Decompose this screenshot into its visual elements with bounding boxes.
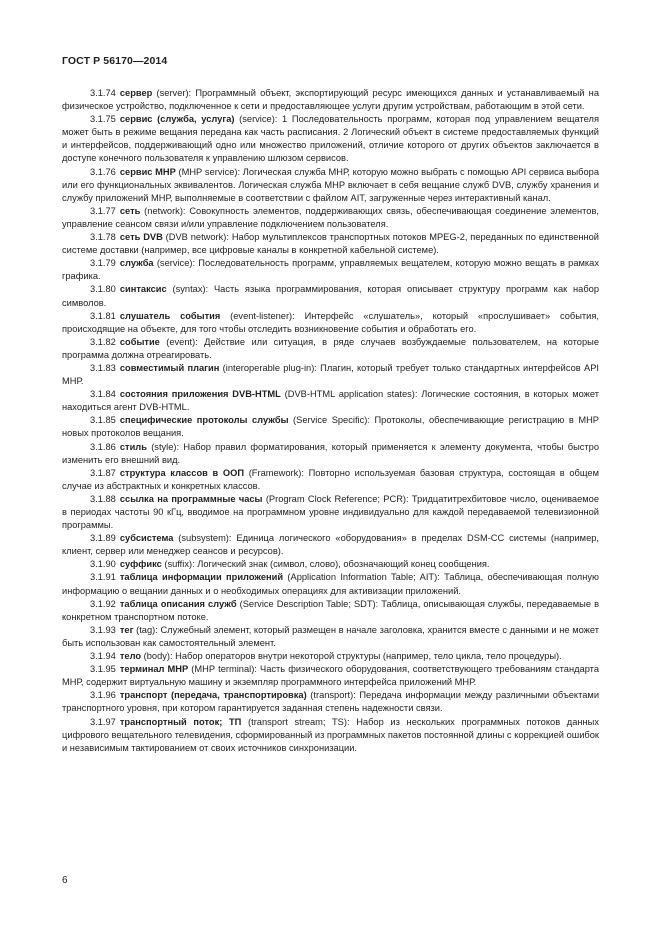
entry-number: 3.1.80 (90, 284, 116, 295)
entry-definition: (server): Программный объект, экспортирующий ресурс имеющихся данных и устанавливаемый на физическое устройство, подключенное к сети и предоставляющее услуги другим устройствам, работающим в этой сети. (62, 88, 599, 112)
entry-term: сервис (служба, услуга) (119, 114, 235, 125)
entry-term: тег (119, 624, 134, 635)
definition-entry (62, 388, 599, 414)
entry-definition: (Service Specific): Протоколы, обеспечивающие регистрацию в МНР новых протоколов вещания. (62, 415, 599, 439)
entry-number: 3.1.89 (90, 533, 116, 544)
definition-entry (62, 166, 599, 205)
definition-entry (62, 362, 599, 388)
definition-entry (62, 716, 599, 755)
entry-term: событие (119, 336, 160, 347)
entry-definition: (МНР terminal): Часть физического оборудования, соответствующего требованиям стандарта МНР, содержит виртуальную машину и экземпляр программного интерфейса приложений МНР. (62, 664, 599, 688)
entry-number: 3.1.77 (90, 205, 116, 216)
definition-entry (62, 336, 599, 362)
entry-number: 3.1.86 (90, 441, 116, 452)
entry-number: 3.1.84 (90, 389, 116, 400)
entry-number: 3.1.96 (90, 690, 116, 701)
entry-term: совместимый плагин (119, 362, 220, 373)
entry-number: 3.1.91 (90, 572, 116, 583)
entry-definition: (Application Information Table; AIT): Таблица, обеспечивающая полную информацию о вещании данных и о необходимых операциях для активизации приложений. (62, 572, 599, 596)
entry-definition: (transport): Передача информации между различными объектами транспортного уровня, при котором гарантируется заданная степень надежности связи. (62, 690, 600, 714)
definition-entry (62, 283, 599, 309)
definition-entry (62, 467, 599, 493)
entry-definition: (service): Последовательность программ, управляемых вещателем, которую можно вещать в рамках графика. (62, 258, 599, 282)
entry-term: тело (119, 651, 142, 662)
entry-number: 3.1.79 (90, 258, 116, 269)
definition-entry (62, 663, 599, 689)
definition-entry (62, 650, 599, 663)
entry-term: транспортный поток; ТП (119, 716, 242, 727)
entry-definition: (network): Совокупность элементов, поддерживающих связь, обеспечивающая соединение элементов, управление сеансом связи и/или управление подключением пользователя. (62, 205, 599, 229)
entry-term: состояния приложения DVB-HTML (119, 389, 281, 400)
entry-definition: (Framework): Повторно используемая базовая структура, состоящая в общем случае из абстрактных и конкретных классов. (62, 467, 599, 491)
entry-number: 3.1.87 (90, 467, 116, 478)
entry-number: 3.1.97 (90, 716, 116, 727)
entry-number: 3.1.88 (90, 493, 116, 504)
entry-number: 3.1.95 (90, 664, 116, 675)
entry-term: синтаксис (119, 284, 167, 295)
entry-definition: (МНР service): Логическая служба МНР, которую можно выбрать с помощью API сервиса выбора или его функциональных эквивалентов. Логическая служба МНР включает в себя вещание служб DVB, службу хранения и службу приложений МНР, выполняемые в соответствии с файлом AIT, загруженные через интерактивный канал. (62, 166, 599, 203)
entry-term: транспорт (передача, транспортировка) (119, 690, 307, 701)
entry-definition: (transport stream; TS): Набор из нескольких программных потоков данных цифрового вещательного телевидения, сформированный из программных пакетов постоянной длины с коррекцией ошибок и независимым тактированием от своих источников синхронизации. (62, 716, 599, 753)
entry-term: сервер (119, 88, 153, 98)
entry-term: стиль (119, 441, 147, 452)
definition-entry (62, 558, 599, 571)
definition-entry (62, 205, 599, 231)
entry-number: 3.1.74 (90, 88, 116, 98)
entry-definition: (tag): Служебный элемент, который размещен в начале заголовка, хранится вместе с данными и не может быть использован как самостоятельный элемент. (62, 624, 599, 648)
entry-definition: (DVB-HTML application states): Логические состояния, в которых может находиться агент DVB-HTML. (62, 389, 600, 413)
entry-term: сервис МНР (119, 166, 176, 177)
entry-definition: (Program Clock Reference; PCR): Тридцатитрехбитовое число, оцениваемое в периодах частоты 90 кГц, вводимое на программном уровне индивидуально для каждой передаваемой телевизионной программы. (62, 493, 599, 531)
definition-entry (62, 87, 599, 113)
definition-entry (62, 113, 599, 165)
definition-entry (62, 689, 599, 715)
entry-number: 3.1.93 (90, 624, 116, 635)
entry-term: суффикс (119, 559, 162, 570)
page-number: 6 (62, 875, 68, 886)
entry-number: 3.1.83 (90, 362, 116, 373)
entry-definition: (suffix): Логический знак (символ, слово), обозначающий конец сообщения. (161, 559, 490, 570)
entry-term: ссылка на программные часы (119, 493, 263, 504)
definition-entry (62, 441, 599, 467)
definitions-list (62, 87, 599, 755)
entry-number: 3.1.90 (90, 559, 116, 570)
definition-entry (62, 598, 599, 624)
entry-number: 3.1.81 (90, 310, 116, 321)
definition-entry (62, 624, 599, 650)
entry-definition: (body): Набор операторов внутри некоторой структуры (например, тело цикла, тело процедуры). (141, 651, 562, 662)
entry-term: специфические протоколы службы (119, 415, 289, 426)
definition-entry (62, 231, 599, 257)
entry-definition: (interoperable plug-in): Плагин, который требует только стандартных интерфейсов API МНР. (62, 362, 599, 387)
entry-definition: (event): Действие или ситуация, в ряде случаев возбуждаемые пользователем, на которые программа должна отреагировать. (62, 336, 599, 360)
definition-entry (62, 571, 599, 597)
entry-term: таблица описания служб (119, 598, 237, 609)
entry-number: 3.1.82 (90, 336, 116, 347)
entry-number: 3.1.76 (90, 166, 116, 177)
entry-term: служба (119, 258, 154, 269)
definition-entry (62, 493, 599, 532)
entry-number: 3.1.92 (90, 598, 116, 609)
entry-definition: (service): 1 Последовательность программ, которая под управлением вещателя может быть в режиме вещания передана как часть расписания. 2 Логический объект в системе предоставляемых функций и интерфейсов, поддерживающий одно или множество приложений, отличие которого от других объектов заключается в доступе конечного пользователя к управлению шлюзом сервисов. (62, 114, 599, 164)
definition-entry (62, 532, 599, 558)
entry-number: 3.1.85 (90, 415, 116, 426)
entry-term: терминал МНР (119, 664, 189, 675)
definition-entry (62, 414, 599, 440)
definition-entry (62, 257, 599, 283)
entry-definition: (syntax): Часть языка программирования, которая описывает структуру программ как набор символов. (62, 284, 599, 308)
entry-definition: (Service Description Table; SDT): Таблица, описывающая службы, передаваемые в конкретном транспортном потоке. (62, 598, 600, 622)
entry-term: структура классов в ООП (119, 467, 245, 478)
entry-number: 3.1.75 (90, 114, 116, 125)
entry-definition: (subsystem): Единица логического «оборудования» в пределах DSM-CC системы (например, клиент, сервер или менеджер сеансов и ресурсов). (62, 533, 599, 557)
definition-entry (62, 310, 599, 336)
entry-number: 3.1.78 (90, 232, 116, 243)
entry-term: сеть DVB (119, 232, 163, 243)
entry-definition: (event-listener): Интерфейс «слушатель», который «прослушивает» события, происходящие на объекте, для того чтобы отследить возникновение события и обработать его. (62, 310, 599, 334)
entry-number: 3.1.94 (90, 651, 116, 662)
entry-definition: (DVB network): Набор мультиплексов транспортных потоков MPEG-2, переданных по единственной системе доставки (например, все цифровые каналы в конкретной кабельной системе). (62, 232, 600, 256)
document-header: ГОСТ Р 56170—2014 (62, 55, 168, 67)
entry-term: слушатель события (119, 310, 221, 321)
entry-term: сеть (119, 205, 141, 216)
entry-term: субсистема (119, 533, 174, 544)
entry-definition: (style): Набор правил форматирования, который применяется к элементу документа, чтобы быстро изменить его внешний вид. (62, 441, 599, 465)
entry-term: таблица информации приложений (119, 572, 284, 583)
